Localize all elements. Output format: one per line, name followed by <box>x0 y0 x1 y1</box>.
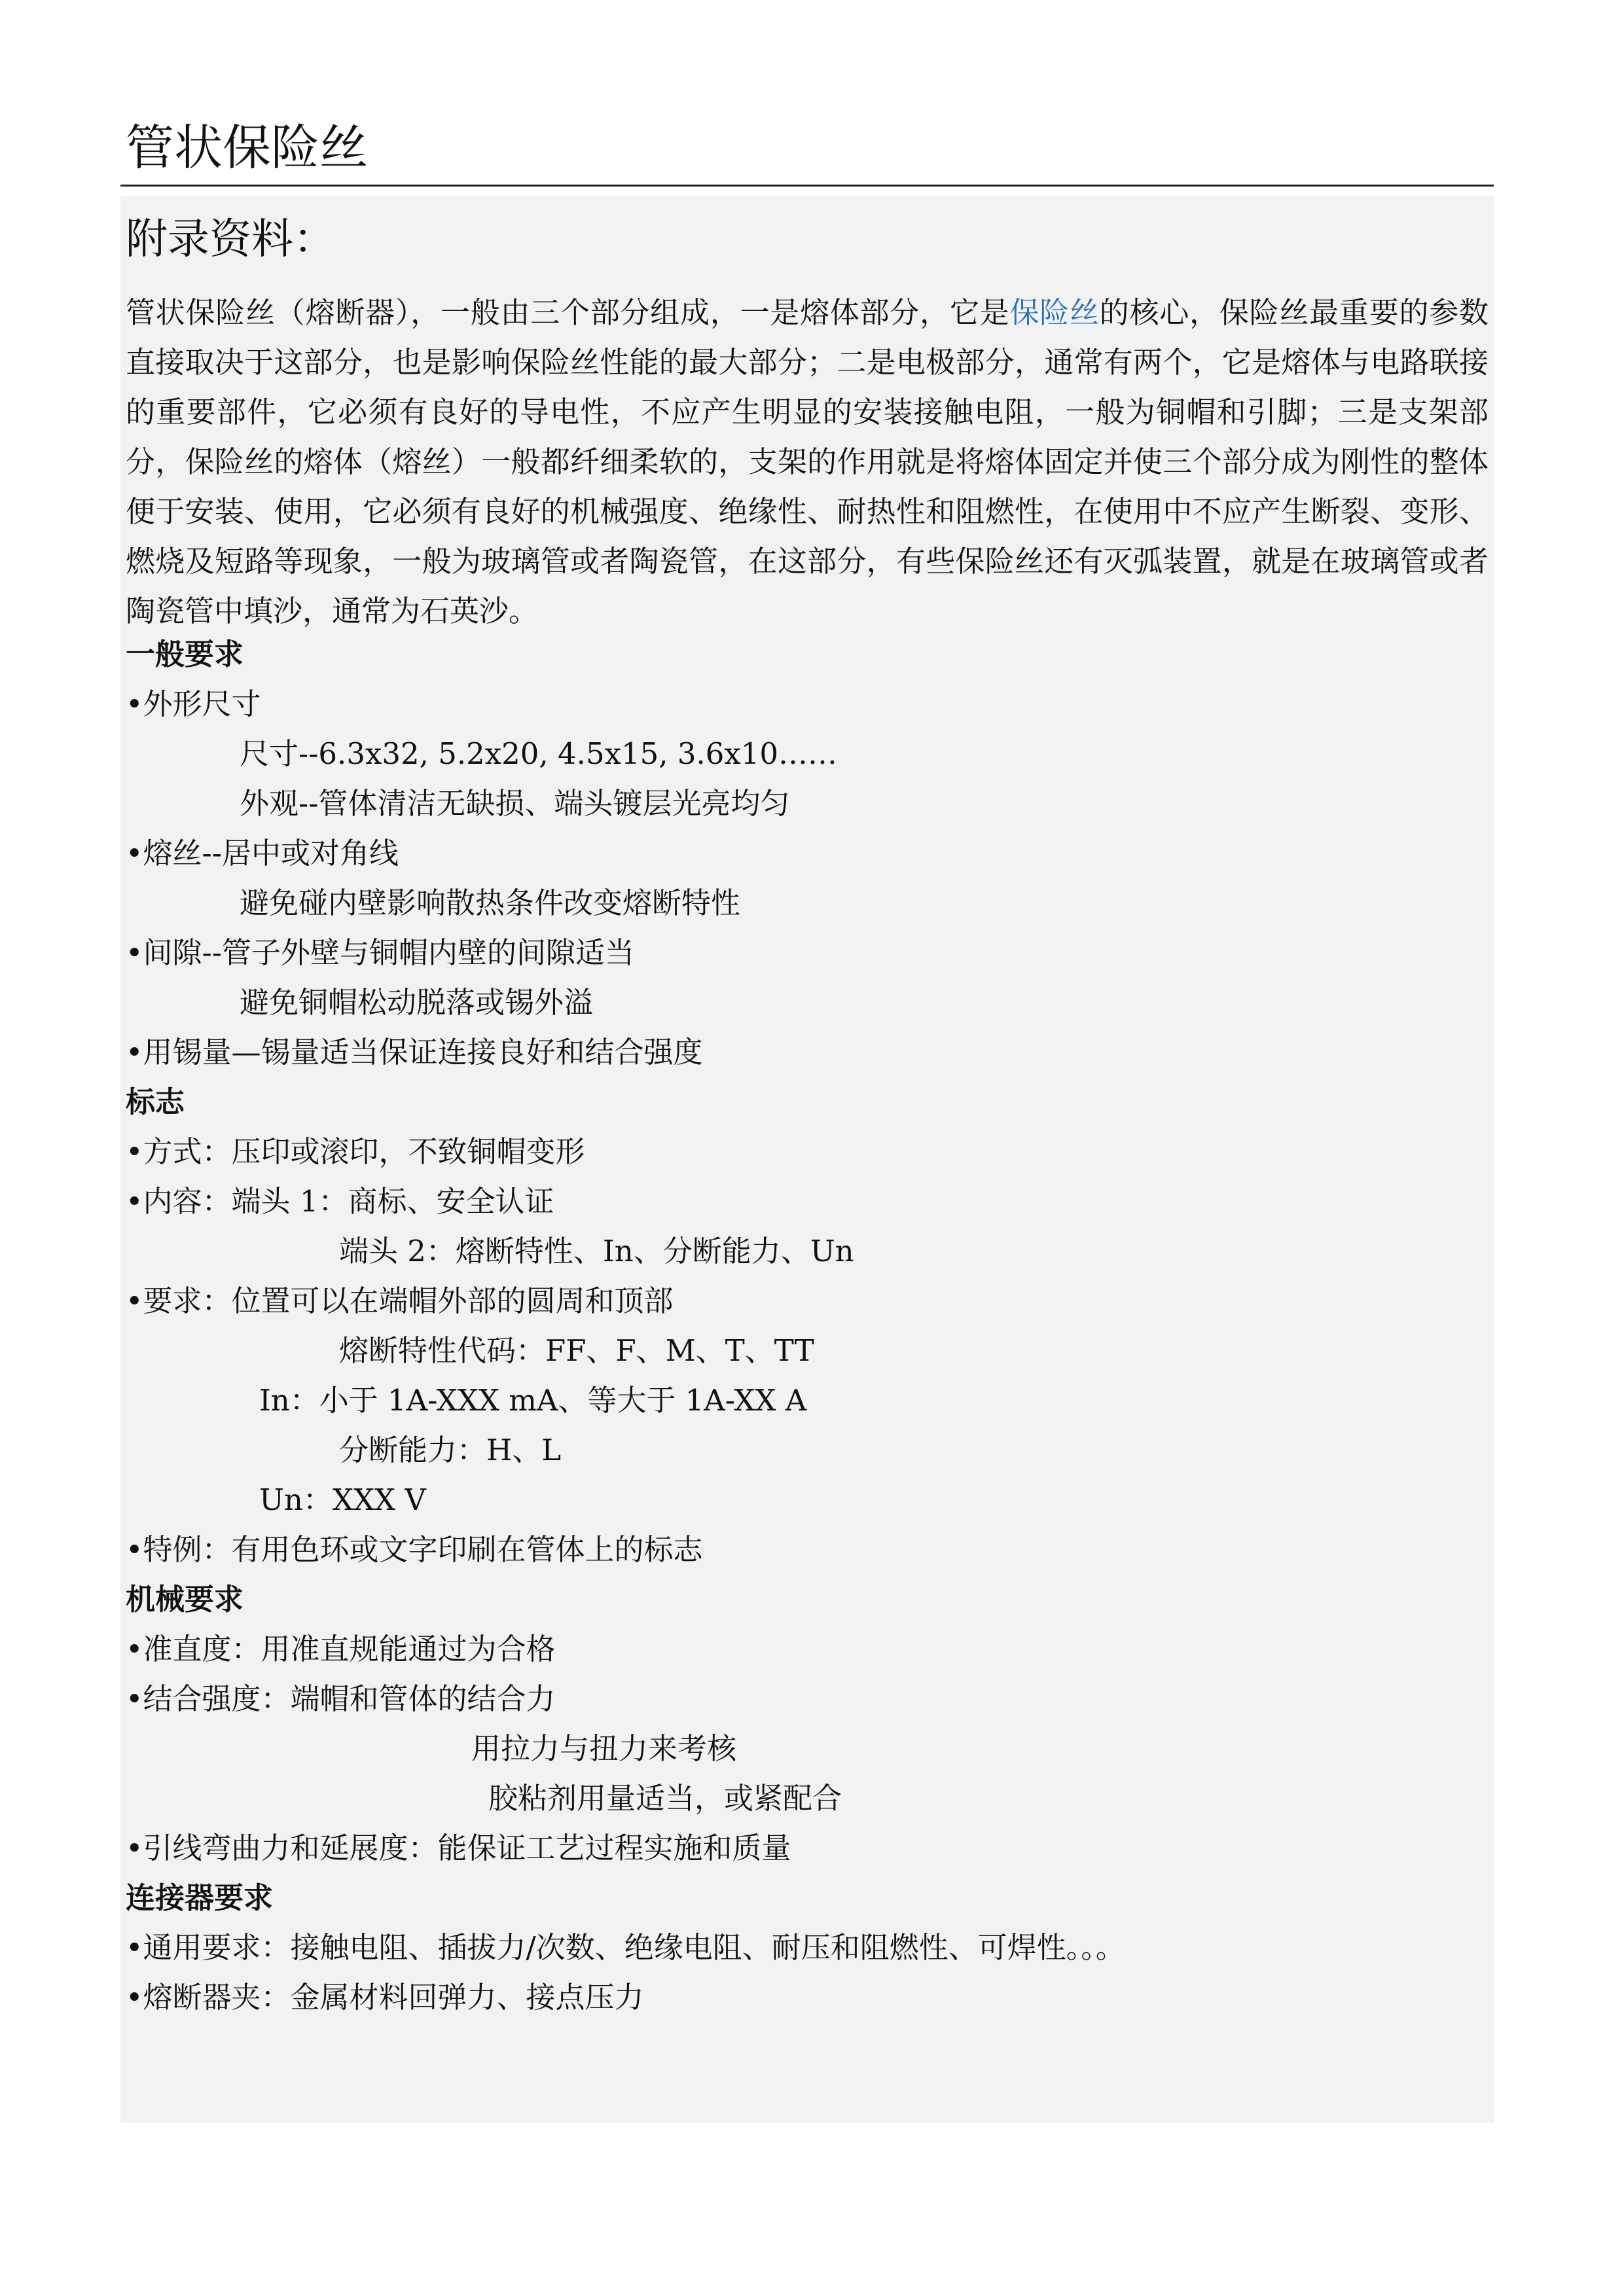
list-item: •方式：压印或滚印，不致铜帽变形 <box>126 1134 585 1169</box>
list-item: 分断能力：H、L <box>339 1433 562 1467</box>
list-item: Un：XXX V <box>259 1482 426 1517</box>
list-item: 用拉力与扭力来考核 <box>471 1731 737 1766</box>
intro-paragraph <box>126 288 1489 636</box>
title-divider <box>120 185 1494 187</box>
intro-text-before: 管状保险丝（熔断器），一般由三个部分组成，一是熔体部分，它是 <box>126 295 1010 330</box>
section-marking: 标志 <box>126 1085 185 1119</box>
list-item: 避免铜帽松动脱落或锡外溢 <box>240 985 594 1020</box>
section-connector-requirements: 连接器要求 <box>126 1880 274 1915</box>
list-item: 胶粘剂用量适当，或紧配合 <box>488 1781 842 1816</box>
intro-text-after: 的核心，保险丝最重要的参数直接取决于这部分，也是影响保险丝性能的最大部分；二是电极部分，通常有两个，它是熔体与电路联接的重要部件，它必须有良好的导电性，不应产生明显的安装接触电阻，一般为铜帽和引脚；三是支架部分，保险丝的熔体（熔丝）一般都纤细柔软的，支架的作用就是将熔体固定并使三个部分成为刚性的整体便于安装、使用，它必须有良好的机械强度、绝缘性、耐热性和阻燃性，在使用中不应产生断裂、变形、燃烧及短路等现象，一般为玻璃管或者陶瓷管，在这部分，有些保险丝还有灭弧装置，就是在玻璃管或者陶瓷管中填沙，通常为石英沙。 <box>126 295 1489 628</box>
list-item: •引线弯曲力和延展度：能保证工艺过程实施和质量 <box>126 1831 791 1865</box>
list-item: •通用要求：接触电阻、插拔力/次数、绝缘电阻、耐压和阻燃性、可焊性。。。 <box>126 1930 1125 1965</box>
list-item: •用锡量—锡量适当保证连接良好和结合强度 <box>126 1035 703 1069</box>
fuse-link[interactable]: 保险丝 <box>1009 295 1100 330</box>
list-item: •间隙--管子外壁与铜帽内壁的间隙适当 <box>126 935 634 970</box>
list-item: •熔丝--居中或对角线 <box>126 836 399 870</box>
list-item: 外观--管体清洁无缺损、端头镀层光亮均匀 <box>240 786 790 821</box>
list-item: •外形尺寸 <box>126 687 261 721</box>
list-item: •内容：端头 1：商标、安全认证 <box>126 1184 554 1219</box>
list-item: •熔断器夹：金属材料回弹力、接点压力 <box>126 1980 644 2015</box>
document-title: 管状保险丝 <box>126 120 368 176</box>
section-mechanical-requirements: 机械要求 <box>126 1582 244 1617</box>
list-item: 熔断特性代码：FF、F、M、T、TT <box>339 1333 814 1368</box>
list-item: 尺寸--6.3x32, 5.2x20, 4.5x15, 3.6x10…… <box>240 736 838 771</box>
section-general-requirements: 一般要求 <box>126 637 244 672</box>
appendix-heading: 附录资料： <box>126 215 335 264</box>
list-item: •特例：有用色环或文字印刷在管体上的标志 <box>126 1532 703 1567</box>
list-item: •要求：位置可以在端帽外部的圆周和顶部 <box>126 1283 674 1318</box>
list-item: 避免碰内壁影响散热条件改变熔断特性 <box>240 886 741 920</box>
list-item: •准直度：用准直规能通过为合格 <box>126 1632 556 1666</box>
list-item: In：小于 1A-XXX mA、等大于 1A-XX A <box>259 1383 807 1418</box>
list-item: •结合强度：端帽和管体的结合力 <box>126 1681 556 1716</box>
list-item: 端头 2：熔断特性、In、分断能力、Un <box>339 1234 854 1268</box>
